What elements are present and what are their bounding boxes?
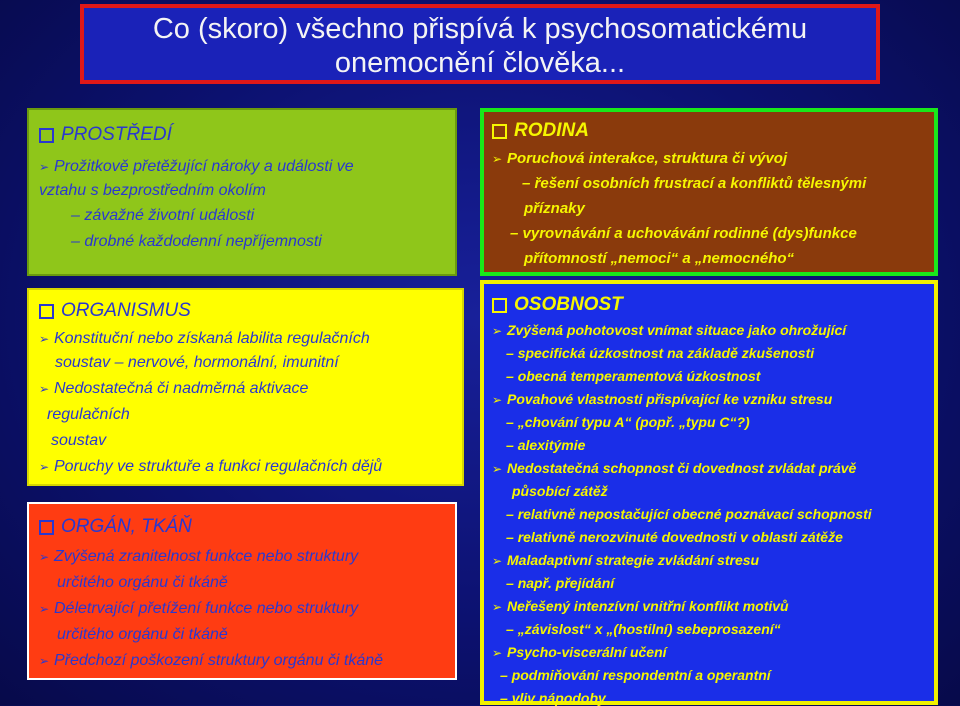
title-line-2: onemocnění člověka... — [334, 47, 626, 79]
list-item: ➢ Zvýšená zranitelnost funkce nebo struktury — [39, 548, 359, 565]
checkbox-icon — [492, 124, 507, 139]
list-item: ➢ Prožitkově přetěžující nároky a události ve — [39, 158, 354, 175]
dash-icon: – — [500, 690, 512, 706]
list-item: ➢ Poruchová interakce, struktura či vývoj — [492, 150, 788, 167]
sub-item: – drobné každodenní nepříjemnosti — [71, 233, 322, 250]
organismus-box — [27, 288, 464, 486]
list-item-cont: vztahu s bezprostředním okolím — [39, 182, 266, 199]
dash-icon: – — [522, 175, 535, 192]
arrow-bullet-icon: ➢ — [39, 460, 50, 474]
dash-icon: – — [506, 437, 518, 453]
sub-item: – např. přejídání — [506, 575, 615, 591]
sub-item: – alexitýmie — [506, 437, 586, 453]
rodina-heading-label: RODINA — [514, 120, 589, 141]
dash-icon: – — [510, 225, 523, 242]
list-item: ➢ Psycho-viscerální učení — [492, 644, 667, 660]
organ-heading-label: ORGÁN, TKÁŇ — [61, 516, 192, 537]
arrow-bullet-icon: ➢ — [492, 462, 503, 476]
dash-icon: – — [506, 575, 518, 591]
arrow-bullet-icon: ➢ — [39, 602, 50, 616]
arrow-bullet-icon: ➢ — [492, 152, 503, 166]
organ-box — [27, 502, 457, 680]
dash-icon: – — [71, 233, 85, 250]
arrow-bullet-icon: ➢ — [492, 393, 503, 407]
list-item: ➢ Nedostatečná schopnost či dovednost zvládat právě — [492, 460, 857, 476]
list-item: ➢ Nedostatečná či nadměrná aktivace — [39, 380, 309, 397]
sub-item: – závažné životní události — [71, 207, 255, 224]
list-item: ➢ Předchozí poškození struktury orgánu či tkáně — [39, 652, 384, 669]
sub-item: – relativně nepostačující obecné poznávací schopnosti — [506, 506, 872, 522]
arrow-bullet-icon: ➢ — [492, 554, 503, 568]
sub-item: – řešení osobních frustrací a konfliktů tělesnými — [522, 175, 867, 192]
dash-icon: – — [500, 667, 512, 683]
arrow-bullet-icon: ➢ — [39, 550, 50, 564]
sub-item: – relativně nerozvinuté dovednosti v oblasti zátěže — [506, 529, 843, 545]
checkbox-icon — [39, 304, 54, 319]
dash-icon: – — [506, 621, 518, 637]
rodina-heading — [492, 120, 589, 142]
arrow-bullet-icon: ➢ — [39, 160, 50, 174]
list-item: ➢ Konstituční nebo získaná labilita regulačních — [39, 330, 370, 347]
dash-icon: – — [506, 368, 518, 384]
sub-item-cont: přítomností „nemoci“ a „nemocného“ — [524, 250, 795, 267]
dash-icon: – — [71, 207, 85, 224]
sub-item: – „závislost“ x „(hostilní) sebeprosazení“ — [506, 621, 781, 637]
osobnost-box — [480, 280, 938, 705]
arrow-bullet-icon: ➢ — [39, 382, 50, 396]
list-item-cont: soustav – nervové, hormonální, imunitní — [55, 354, 339, 371]
dash-icon: – — [506, 506, 518, 522]
sub-item: – vyrovnávání a uchovávání rodinné (dys)funkce — [510, 225, 857, 242]
arrow-bullet-icon: ➢ — [39, 654, 50, 668]
dash-icon: – — [506, 414, 518, 430]
list-item: ➢ Poruchy ve struktuře a funkci regulačních dějů — [39, 458, 383, 475]
sub-item: – „chování typu A“ (popř. „typu C“?) — [506, 414, 750, 430]
arrow-bullet-icon: ➢ — [492, 324, 503, 338]
sub-item: – specifická úzkostnost na základě zkušenosti — [506, 345, 815, 361]
list-item-cont: určitého orgánu či tkáně — [57, 574, 228, 591]
sub-item: – vliv nápodoby — [500, 690, 606, 706]
sub-item: – obecná temperamentová úzkostnost — [506, 368, 761, 384]
title-line-1: Co (skoro) všechno přispívá k psychosomatickému — [152, 13, 808, 45]
checkbox-icon — [39, 520, 54, 535]
arrow-bullet-icon: ➢ — [39, 332, 50, 346]
sub-item: – podmiňování respondentní a operantní — [500, 667, 771, 683]
organismus-heading — [39, 300, 191, 322]
list-item: ➢ Déletrvající přetížení funkce nebo struktury — [39, 600, 359, 617]
list-item: ➢ Zvýšená pohotovost vnímat situace jako ohrožující — [492, 322, 847, 338]
dash-icon: – — [506, 529, 518, 545]
osobnost-heading — [492, 294, 623, 316]
list-item-cont: určitého orgánu či tkáně — [57, 626, 228, 643]
list-item-cont: regulačních — [47, 406, 130, 423]
arrow-bullet-icon: ➢ — [492, 646, 503, 660]
rodina-box — [480, 108, 938, 276]
organismus-heading-label: ORGANISMUS — [61, 300, 191, 321]
prostredi-heading — [39, 124, 172, 146]
slide-title — [80, 4, 880, 84]
osobnost-heading-label: OSOBNOST — [514, 294, 623, 315]
sub-item-cont: příznaky — [524, 200, 585, 217]
checkbox-icon — [492, 298, 507, 313]
list-item: ➢ Povahové vlastnosti přispívající ke vzniku stresu — [492, 391, 833, 407]
dash-icon: – — [506, 345, 518, 361]
list-item-cont: soustav — [51, 432, 107, 449]
prostredi-box — [27, 108, 457, 276]
list-item: ➢ Maladaptivní strategie zvládání stresu — [492, 552, 760, 568]
prostredi-heading-label: PROSTŘEDÍ — [61, 124, 172, 145]
list-item-cont: působící zátěž — [512, 483, 608, 499]
organ-heading — [39, 516, 192, 538]
list-item: ➢ Neřešený intenzívní vnitřní konflikt motivů — [492, 598, 789, 614]
checkbox-icon — [39, 128, 54, 143]
arrow-bullet-icon: ➢ — [492, 600, 503, 614]
